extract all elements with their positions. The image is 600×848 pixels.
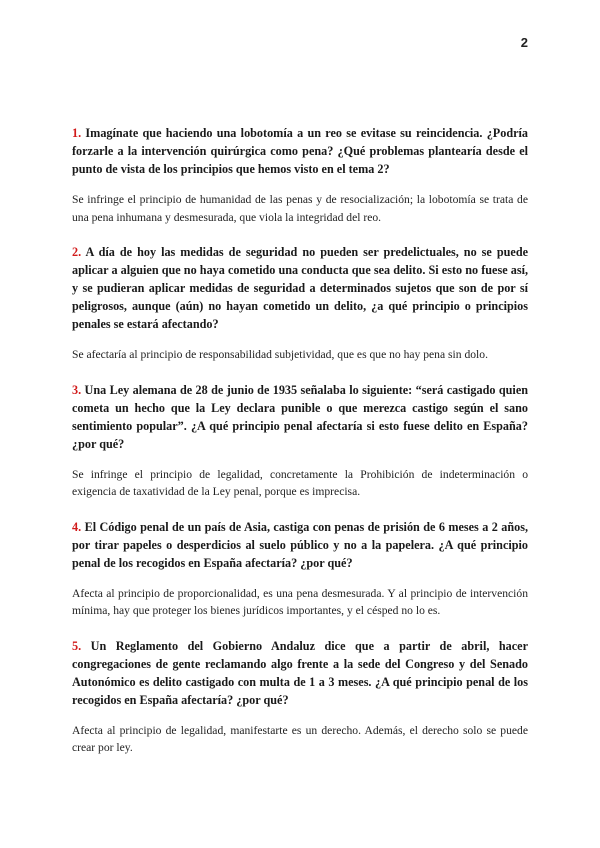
question-number: 4. [72,519,82,534]
question-number: 5. [72,638,82,653]
document-body [72,124,528,774]
question-block-3 [72,381,528,501]
question-body: Un Reglamento del Gobierno Andaluz dice que a partir de abril, hacer congregaciones de gente reclamando algo frente a la sede del Congreso y del Senado Autonómico es delito castigado con multa de 1 a 3 meses. ¿A qué principio penal de los recogidos en España afectaría? ¿por qué? [72,638,528,707]
question-text [72,518,528,572]
question-body: Una Ley alemana de 28 de junio de 1935 señalaba lo siguiente: “será castigado quien cometa un hecho que la Ley declara punible o que merezca castigo según el sano sentimiento popular”. ¿A qué principio penal afectaría si esto fuese delito en España? ¿por qué? [72,382,529,451]
question-text [72,381,528,453]
answer-text: Afecta al principio de legalidad, manifestarte es un derecho. Además, el derecho solo se puede crear por ley. [72,723,528,754]
question-number: 1. [72,126,82,140]
answer-text: Se infringe el principio de humanidad de las penas y de resocialización; la lobotomía se trata de una pena inhumana y desmesurada, que viola la integridad del reo. [72,193,528,224]
question-number: 2. [72,245,82,259]
question-text [72,637,528,709]
question-text [72,124,528,178]
question-block-2 [72,243,528,364]
question-block-4 [72,518,528,620]
question-text [72,243,528,333]
question-number: 3. [72,382,82,397]
page-number: 2 [520,35,528,50]
answer-text: Se afectaría al principio de responsabilidad subjetividad, que es que no hay pena sin dolo. [72,348,488,361]
question-body: El Código penal de un país de Asia, castiga con penas de prisión de 6 meses a 2 años, por tirar papeles o desperdicios al suelo público y no a la papelera. ¿A qué principio penal de los recogidos en España afectaría? ¿por qué? [72,519,528,570]
question-body: Imagínate que haciendo una lobotomía a un reo se evitase su reincidencia. ¿Podría forzarle a la intervención quirúrgica como pena? ¿Qué problemas plantearía desde el punto de vista de los principios que hemos visto en el tema 2? [72,126,528,176]
question-body: A día de hoy las medidas de seguridad no pueden ser predelictuales, no se puede aplicar a alguien que no haya cometido una conducta que sea delito. Si esto no fuese así, y se pudieran aplicar medidas de seguridad a determinados sujetos que son de por sí peligrosos, aunque (aún) no hayan cometido un delito, ¿a qué principio o principios penales se estará afectando? [72,245,529,331]
question-block-1 [72,124,528,226]
answer-text: Afecta al principio de proporcionalidad, es una pena desmesurada. Y al principio de intervención mínima, hay que proteger los bienes jurídicos importantes, y el césped no lo es. [72,586,528,617]
answer-text: Se infringe el principio de legalidad, concretamente la Prohibición de indeterminación o exigencia de taxatividad de la Ley penal, porque es imprecisa. [72,467,528,498]
question-block-5 [72,637,528,757]
